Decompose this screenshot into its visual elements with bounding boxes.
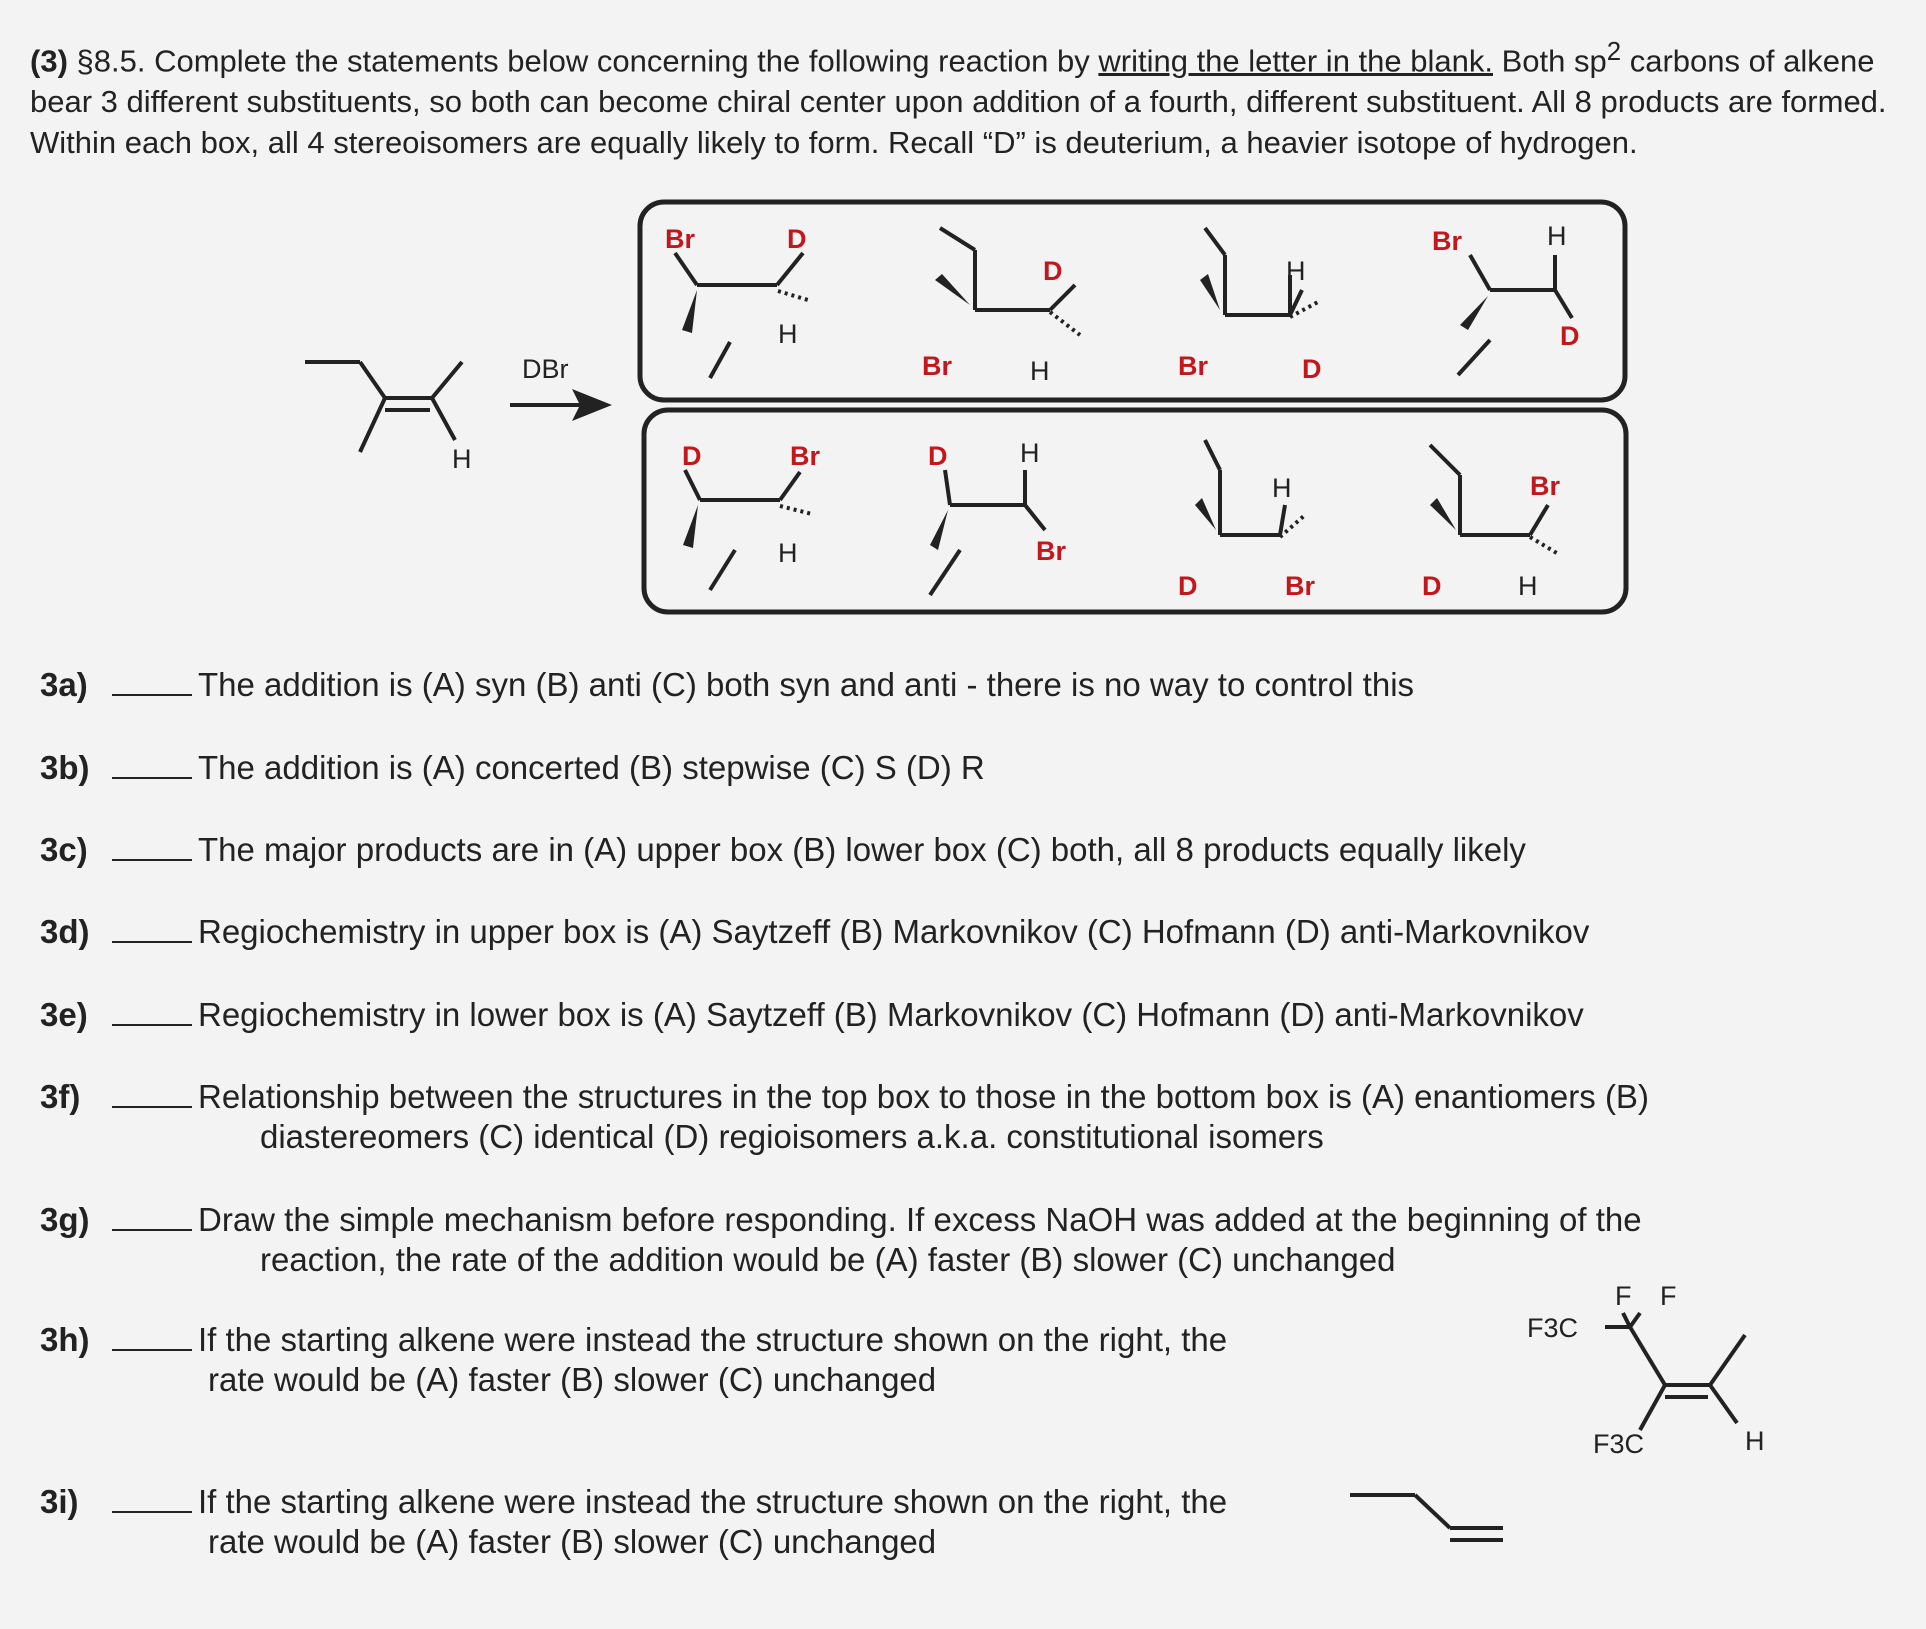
l3-left-bottom: D: [1178, 571, 1198, 601]
q3e-number: 3e): [40, 996, 88, 1033]
q3f-text: Relationship between the structures in the top box to those in the bottom box is (A) enantiomers (B): [198, 1078, 1649, 1115]
intro-text-a: §8.5. Complete the statements below concerning the following reaction by: [67, 43, 1099, 79]
q3c-text: The major products are in (A) upper box (B) lower box (C) both, all 8 products equally likely: [198, 831, 1526, 868]
u2-right-bottom: H: [1030, 356, 1050, 386]
q3i-number: 3i): [40, 1483, 79, 1520]
problem-number: (3): [30, 43, 68, 79]
l4-left-bottom: D: [1422, 571, 1442, 601]
q3g-blank[interactable]: [112, 1203, 192, 1231]
side-f1: F: [1615, 1281, 1632, 1311]
u4-left-top: Br: [1432, 226, 1463, 256]
l2-right-top: H: [1020, 438, 1040, 468]
l1-left-top: D: [682, 441, 702, 471]
u2-right-top: D: [1043, 256, 1063, 286]
q3h-number: 3h): [40, 1321, 90, 1358]
q3b-number: 3b): [40, 749, 90, 786]
q3i-continuation: rate would be (A) faster (B) slower (C) unchanged: [208, 1523, 937, 1560]
lower-product-1: [683, 470, 812, 590]
l2-right-bottom: Br: [1036, 536, 1067, 566]
l1-right-top: Br: [790, 441, 821, 471]
question-3g: [40, 1200, 1642, 1280]
u1-left-top: Br: [665, 224, 696, 254]
reagent-label: DBr: [522, 354, 569, 384]
q3i-text: If the starting alkene were instead the structure shown on the right, the: [198, 1483, 1228, 1520]
l1-right-bottom: H: [778, 538, 798, 568]
u3-left-bottom: Br: [1178, 351, 1209, 381]
question-3a: [40, 665, 1414, 705]
q3a-number: 3a): [40, 666, 88, 703]
u2-left-bottom: Br: [922, 351, 953, 381]
q3e-text: Regiochemistry in lower box is (A) Saytzeff (B) Markovnikov (C) Hofmann (D) anti-Markovnikov: [198, 996, 1584, 1033]
u3-right-bottom: D: [1302, 354, 1322, 384]
reaction-arrow: [510, 389, 612, 421]
l3-right-bottom: Br: [1285, 571, 1316, 601]
question-3c: [40, 830, 1526, 870]
lower-product-2: [930, 470, 1045, 595]
q3a-blank[interactable]: [112, 668, 192, 696]
q3i-blank[interactable]: [112, 1485, 192, 1513]
u1-right-bottom: H: [778, 319, 798, 349]
u4-right-top: H: [1547, 221, 1567, 251]
fluorinated-alkene: [1515, 1265, 1785, 1465]
u4-right-bottom: D: [1560, 321, 1580, 351]
q3h-text: If the starting alkene were instead the structure shown on the right, the: [198, 1321, 1228, 1358]
simple-alkene: [1345, 1480, 1545, 1560]
question-3h: [40, 1320, 1227, 1400]
q3f-blank[interactable]: [112, 1080, 192, 1108]
upper-product-4: [1458, 255, 1572, 375]
reaction-diagram: [0, 190, 1926, 620]
q3d-blank[interactable]: [112, 915, 192, 943]
q3h-continuation: rate would be (A) faster (B) slower (C) unchanged: [208, 1361, 937, 1398]
upper-product-1: [675, 253, 808, 378]
q3c-number: 3c): [40, 831, 88, 868]
intro-sup: 2: [1606, 38, 1622, 66]
intro-text-c: carbons of alkene bear 3 different substituents, so both can become chiral center upon addition of a fourth, different substituent. All 8 products are formed. Within each box, all 4 stereoisomers are equally likely to form. Recall “D” is deuterium, a heavier isotope of hydrogen.: [30, 43, 1887, 161]
q3g-text: Draw the simple mechanism before responding. If excess NaOH was added at the beginning of the: [198, 1201, 1642, 1238]
side-f2: F: [1660, 1281, 1677, 1311]
question-3i: [40, 1482, 1227, 1562]
q3e-blank[interactable]: [112, 998, 192, 1026]
q3a-text: The addition is (A) syn (B) anti (C) both syn and anti - there is no way to control this: [198, 666, 1415, 703]
q3c-blank[interactable]: [112, 833, 192, 861]
l4-right-top: Br: [1530, 471, 1561, 501]
q3f-number: 3f): [40, 1078, 81, 1115]
q3f-continuation: diastereomers (C) identical (D) regioisomers a.k.a. constitutional isomers: [260, 1118, 1324, 1155]
side-h: H: [1745, 1426, 1765, 1456]
q3d-number: 3d): [40, 913, 90, 950]
l2-left-top: D: [928, 441, 948, 471]
l3-right-top: H: [1272, 473, 1292, 503]
side-cf3-bottom: F3C: [1593, 1429, 1645, 1459]
start-h-label: H: [452, 444, 472, 474]
side-cf3-top: F3C: [1527, 1313, 1579, 1343]
problem-intro: [30, 32, 1910, 163]
question-3e: [40, 995, 1584, 1035]
intro-underlined: writing the letter in the blank.: [1098, 43, 1493, 79]
u3-right-top: H: [1286, 256, 1306, 286]
question-3d: [40, 912, 1589, 952]
u1-right-top: D: [787, 224, 807, 254]
question-3b: [40, 748, 985, 788]
q3d-text: Regiochemistry in upper box is (A) Saytzeff (B) Markovnikov (C) Hofmann (D) anti-Markovnikov: [198, 913, 1590, 950]
q3h-blank[interactable]: [112, 1323, 192, 1351]
l4-right-bottom: H: [1518, 571, 1538, 601]
q3b-blank[interactable]: [112, 751, 192, 779]
question-3f: [40, 1077, 1649, 1157]
q3b-text: The addition is (A) concerted (B) stepwise (C) S (D) R: [198, 749, 985, 786]
q3g-continuation: reaction, the rate of the addition would be (A) faster (B) slower (C) unchanged: [260, 1241, 1396, 1278]
intro-text-b: Both sp: [1492, 43, 1607, 79]
q3g-number: 3g): [40, 1201, 90, 1238]
starting-alkene: [305, 362, 462, 452]
